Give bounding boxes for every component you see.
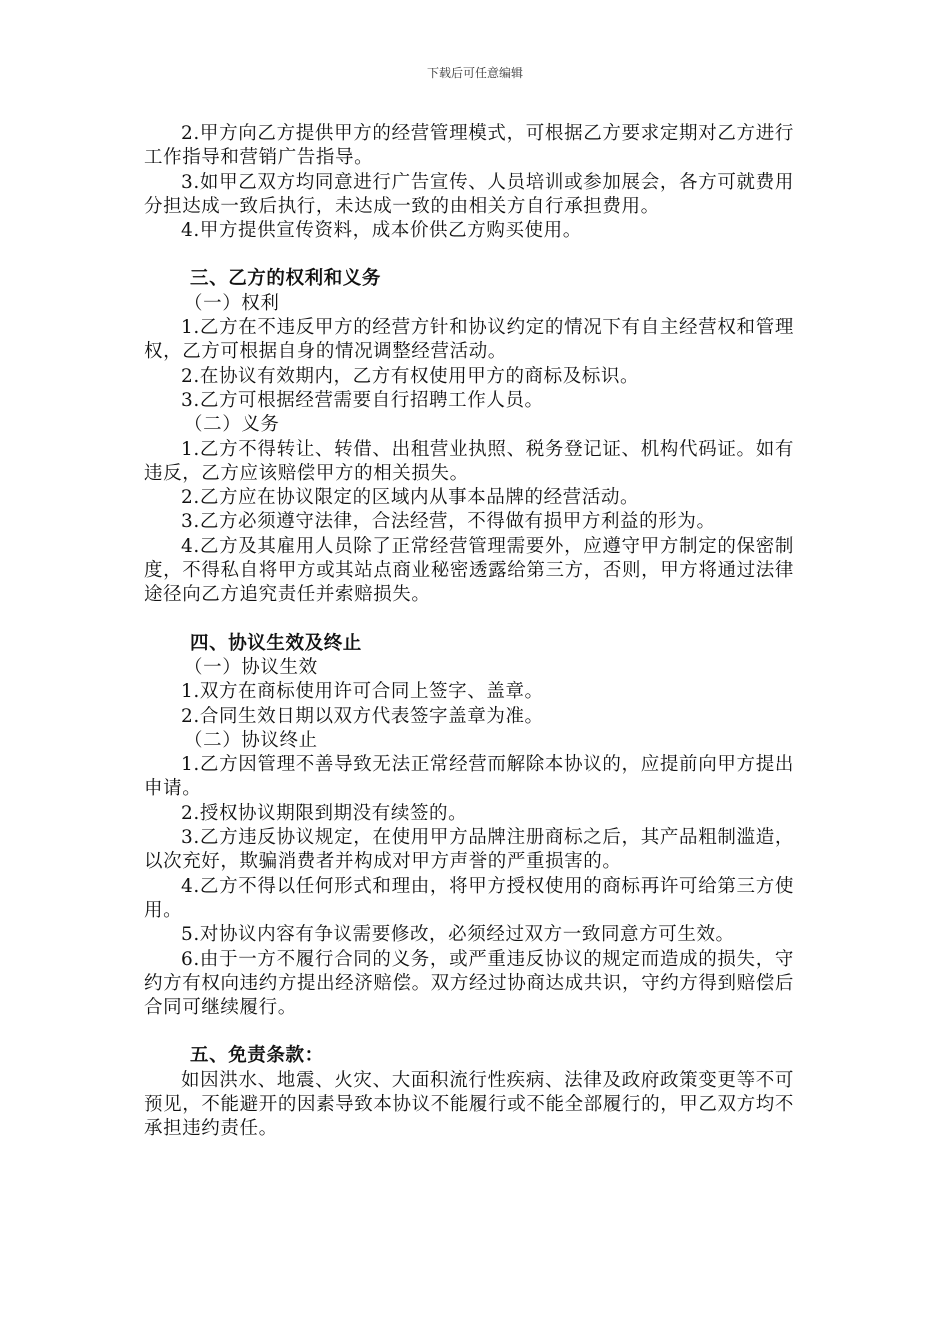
paragraph: 3.乙方必须遵守法律，合法经营，不得做有损甲方利益的形为。 (181, 511, 716, 533)
paragraph: 如因洪水、地震、火灾、大面积流行性疾病、法律及政府政策变更等不可预见，不能避开的因素导致本协议不能履行或不能全部履行的，甲乙双方均不承担违约责任。 (144, 1069, 794, 1140)
paragraph: 3.乙方违反协议规定，在使用甲方品牌注册商标之后，其产品粗制滥造，以次充好，欺骗消费者并构成对甲方声誉的严重损害的。 (144, 827, 794, 873)
paragraph: 2.甲方向乙方提供甲方的经营管理模式，可根据乙方要求定期对乙方进行工作指导和营销广告指导。 (144, 123, 794, 169)
paragraph: 4.甲方提供宣传资料，成本价供乙方购买使用。 (181, 220, 582, 242)
paragraph: 4.乙方不得以任何形式和理由，将甲方授权使用的商标再许可给第三方使用。 (144, 875, 794, 921)
subsection-label: （一）权利 (184, 292, 280, 314)
paragraph: 4.乙方及其雇用人员除了正常经营管理需要外，应遵守甲方制定的保密制度，不得私自将甲方或其站点商业秘密透露给第三方，否则，甲方将通过法律途径向乙方追究责任并索赔损失。 (144, 535, 794, 606)
subsection-label: （二）协议终止 (184, 729, 318, 751)
section-heading: 三、乙方的权利和义务 (190, 268, 382, 290)
paragraph: 3.如甲乙双方均同意进行广告宣传、人员培训或参加展会，各方可就费用分担达成一致后执行，未达成一致的由相关方自行承担费用。 (144, 171, 794, 217)
paragraph: 1.乙方在不违反甲方的经营方针和协议约定的情况下有自主经营权和管理权，乙方可根据自身的情况调整经营活动。 (144, 317, 794, 363)
paragraph: 3.乙方可根据经营需要自行招聘工作人员。 (181, 389, 544, 411)
paragraph: 2.授权协议期限到期没有续签的。 (181, 802, 468, 824)
paragraph: 6.由于一方不履行合同的义务，或严重违反协议的规定而造成的损失，守约方有权向违约方提出经济赔偿。双方经过协商达成共识，守约方得到赔偿后合同可继续履行。 (144, 948, 794, 1019)
subsection-label: （一）协议生效 (184, 656, 318, 678)
paragraph: 5.对协议内容有争议需要修改，必须经过双方一致同意方可生效。 (181, 924, 735, 946)
paragraph: 2.在协议有效期内，乙方有权使用甲方的商标及标识。 (181, 365, 640, 387)
paragraph: 1.乙方不得转让、转借、出租营业执照、税务登记证、机构代码证。如有违反，乙方应该赔偿甲方的相关损失。 (144, 438, 794, 484)
paragraph: 2.乙方应在协议限定的区域内从事本品牌的经营活动。 (181, 487, 640, 509)
paragraph: 1.乙方因管理不善导致无法正常经营而解除本协议的，应提前向甲方提出申请。 (144, 754, 794, 800)
subsection-label: （二）义务 (184, 414, 280, 436)
header-note: 下载后可任意编辑 (426, 66, 523, 80)
section-heading: 四、协议生效及终止 (190, 632, 362, 654)
paragraph: 2.合同生效日期以双方代表签字盖章为准。 (181, 705, 544, 727)
paragraph: 1.双方在商标使用许可合同上签字、盖章。 (181, 681, 544, 703)
document-body (144, 122, 794, 1142)
section-heading: 五、免责条款： (190, 1045, 324, 1067)
